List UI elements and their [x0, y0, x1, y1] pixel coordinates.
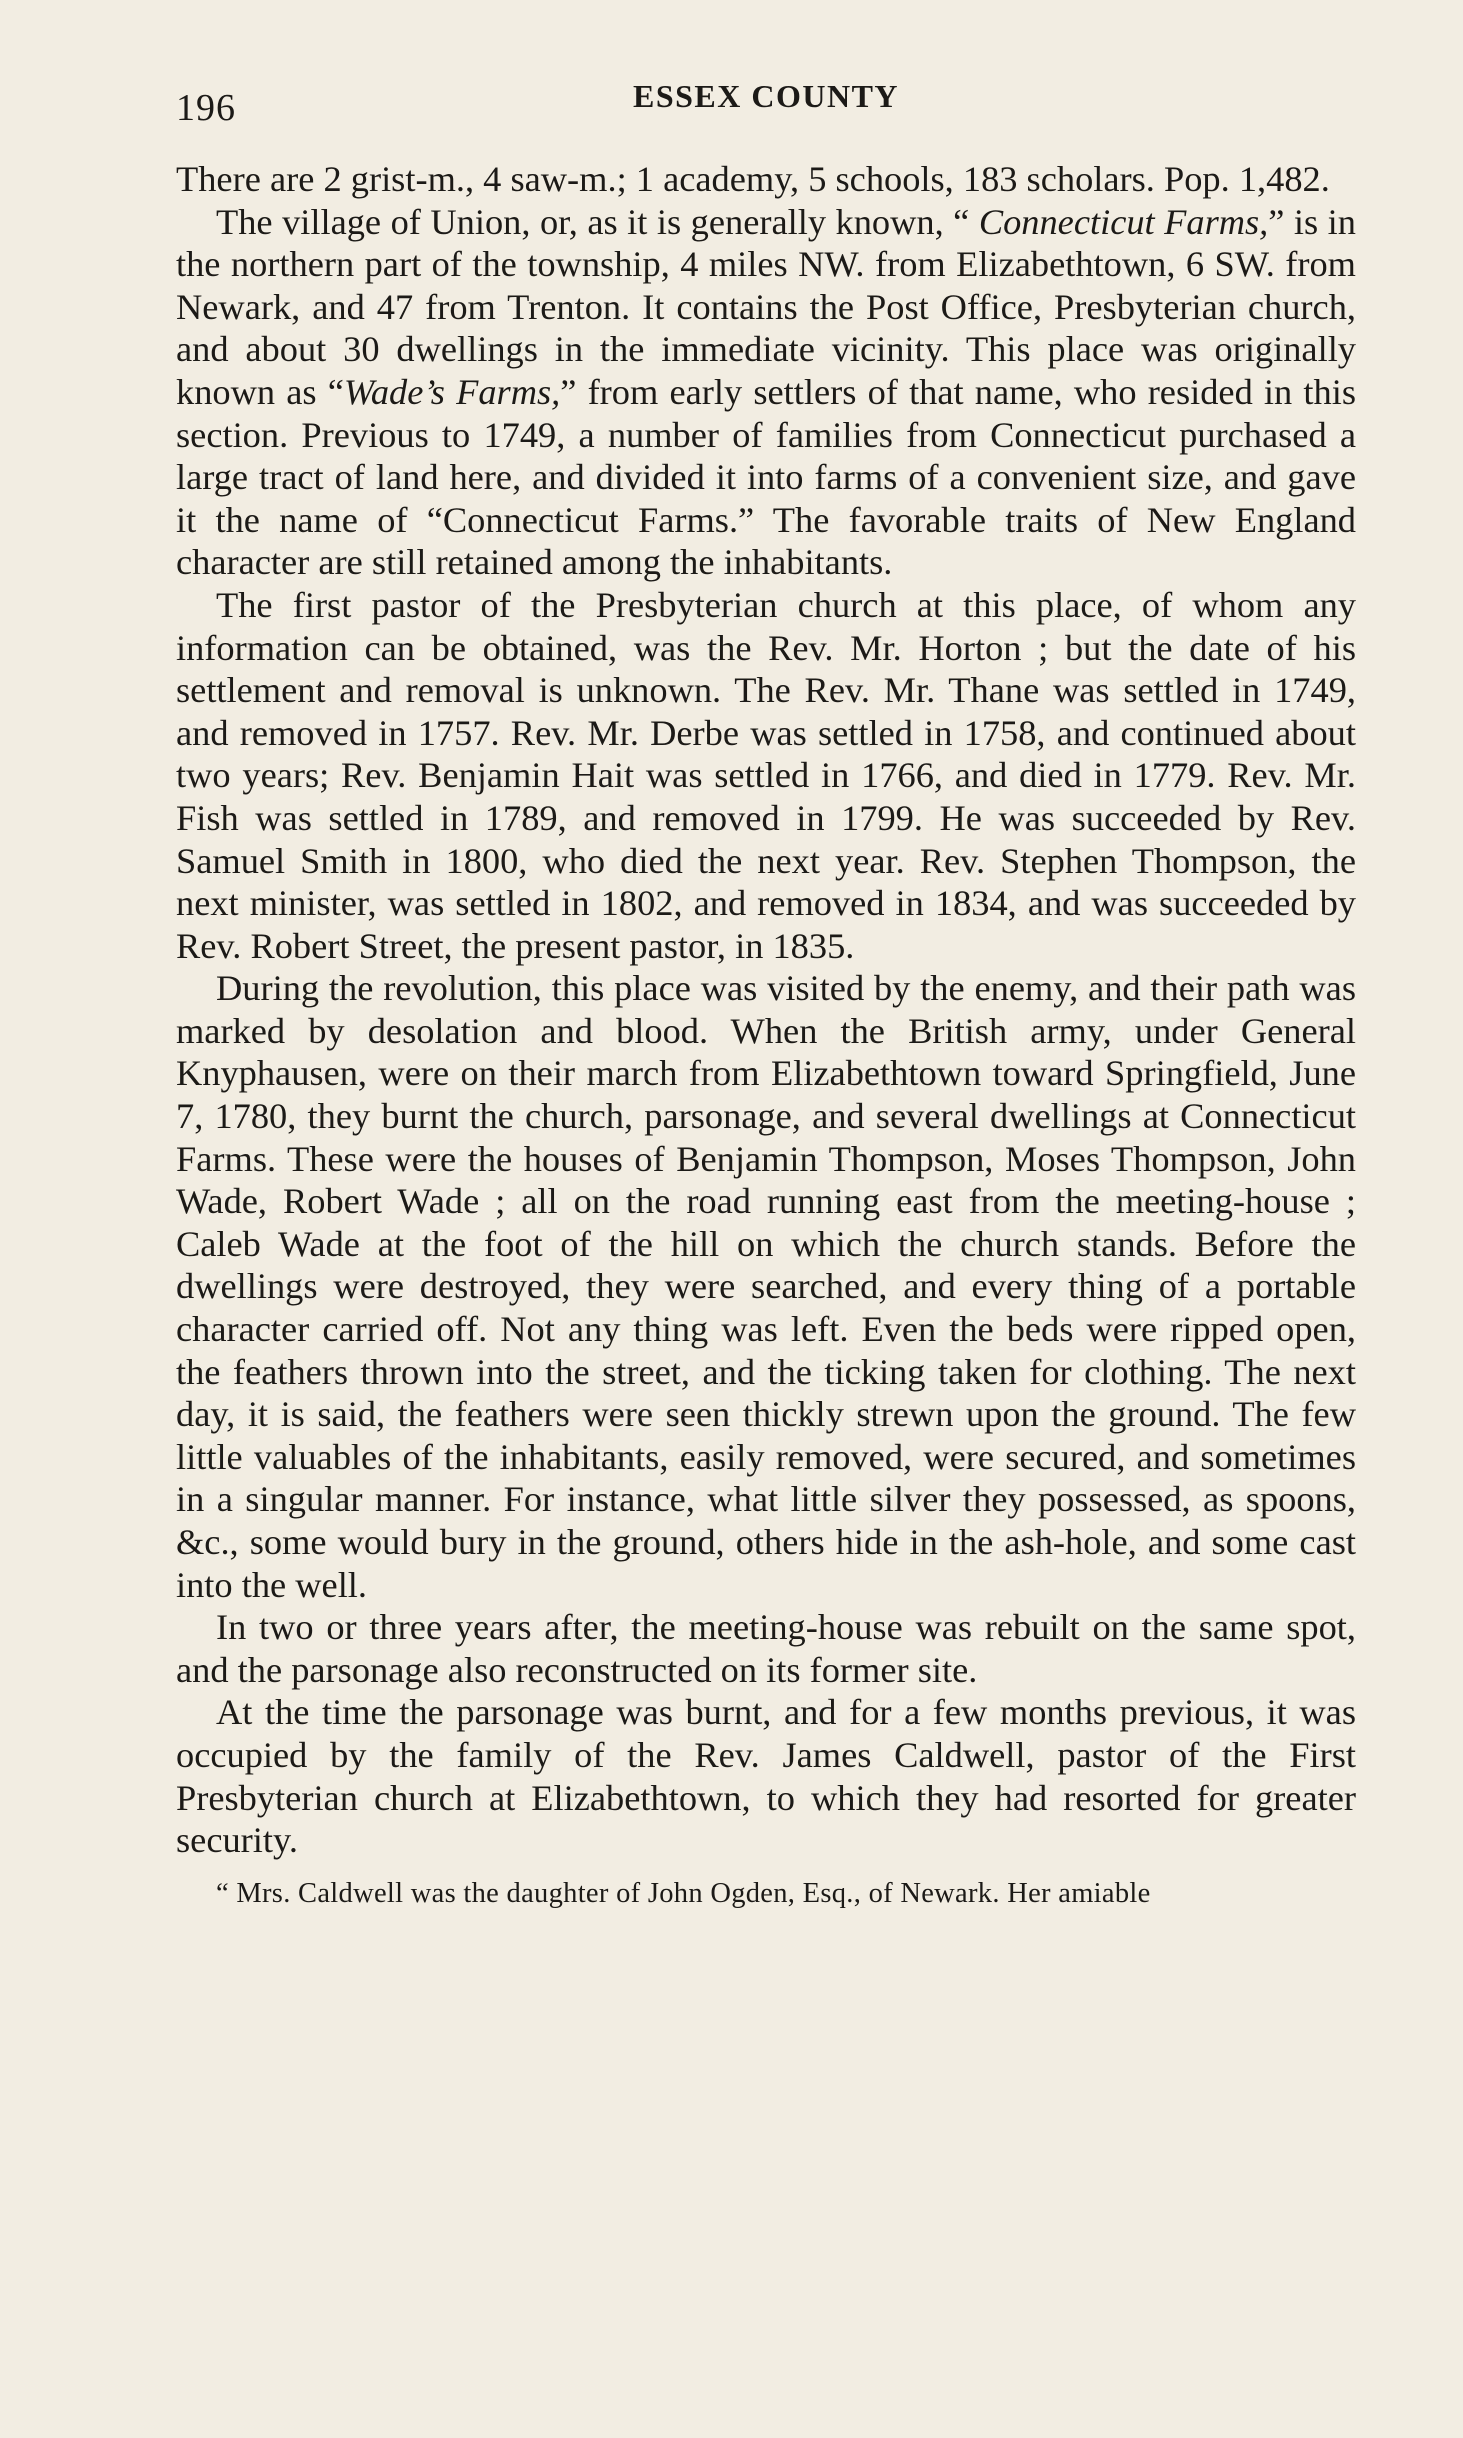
paragraph — [176, 1606, 1356, 1691]
paragraph — [176, 158, 1356, 201]
paragraph — [176, 201, 1356, 584]
paragraph — [176, 1691, 1356, 1861]
paragraph — [176, 967, 1356, 1606]
running-head: ESSEX COUNTY — [632, 78, 900, 114]
text-segment: During the revolution, this place was visited by the enemy, and their path was marked by desolation and blood. When the British army, under General Knyphausen, were on their march from Elizabethtown toward Springfield, June 7, 1780, they burnt the church, parsonage, and several dwellings at Connecticut Farms. These were the houses of Benjamin Thompson, Moses Thompson, John Wade, Robert Wade ; all on the road running east from the meeting-house ; Caleb Wade at the foot of the hill on which the church stands. Before the dwellings were destroyed, they were searched, and every thing of a portable character carried off. Not any thing was left. Even the beds were ripped open, the feathers thrown into the street, and the ticking taken for clothing. The next day, it is said, the feathers were seen thickly strewn upon the ground. The few little valuables of the inhabitants, easily removed, were secured, and sometimes in a singular manner. For instance, what little silver they possessed, as spoons, &c., some would bury in the ground, others hide in the ash-hole, and some cast into the well. — [176, 968, 1356, 1605]
text-segment: There are 2 grist-m., 4 saw-m.; 1 academy, 5 schools, 183 scholars. Pop. 1,482. — [176, 159, 1330, 199]
text-segment: ” is in the northern part of the township, 4 miles NW. from Elizabethtown, 6 SW. from Newark, and 47 from Trenton. It contains the Post Office, Presbyterian church, and about 30 dwellings in the immediate vicinity. This place was originally known as “ — [176, 201, 1356, 412]
paragraph — [176, 584, 1356, 967]
page-number: 196 — [176, 87, 236, 129]
quotation-start: “ Mrs. Caldwell was the daughter of John Ogden, Esq., of Newark. Her amiable — [216, 1877, 1151, 1909]
italic-text-segment: Connecticut Farms, — [978, 201, 1269, 242]
body-text — [176, 158, 1356, 1914]
text-segment: The first pastor of the Presbyterian church at this place, of whom any information can be obtained, was the Rev. Mr. Horton ; but the date of his settlement and removal is unknown. The Rev. Mr. Thane was settled in 1749, and removed in 1757. Rev. Mr. Derbe was settled in 1758, and continued about two years; Rev. Benjamin Hait was settled in 1766, and died in 1779. Rev. Mr. Fish was settled in 1789, and removed in 1799. He was succeeded by Rev. Samuel Smith in 1800, who died the next year. Rev. Stephen Thompson, the next minister, was settled in 1802, and removed in 1834, and was succeeded by Rev. Robert Street, the present pastor, in 1835. — [176, 584, 1356, 966]
text-segment: The village of Union, or, as it is generally known, “ — [216, 201, 979, 242]
page-header — [176, 72, 1356, 132]
text-segment: At the time the parsonage was burnt, and for a few months previous, it was occupied by the family of the Rev. James Caldwell, pastor of the First Presbyterian church at Elizabethtown, to which they had resorted for greater security. — [176, 1692, 1356, 1861]
italic-text-segment: Wade’s Farms, — [343, 371, 561, 412]
text-segment: In two or three years after, the meeting-house was rebuilt on the same spot, and the parsonage also reconstructed on its former site. — [176, 1607, 1356, 1690]
text-segment: ” from early settlers of that name, who resided in this section. Previous to 1749, a number of families from Connecticut purchased a large tract of land here, and divided it into farms of a convenient size, and gave it the name of “Connecticut Farms.” The favorable traits of New England character are still retained among the inhabitants. — [176, 371, 1356, 583]
